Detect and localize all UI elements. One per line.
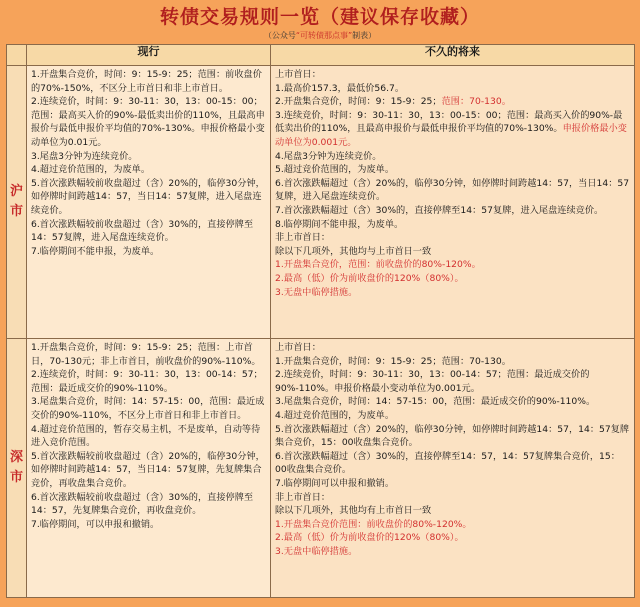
shanghai-future-cell xyxy=(271,66,635,339)
rule-text: 上市首日： xyxy=(275,342,321,353)
rule-text: 非上市首日： xyxy=(275,232,331,244)
rule-text: 7.临停期间可以申报和撤销。 xyxy=(275,477,395,489)
rule-line xyxy=(31,341,266,368)
rule-line xyxy=(275,450,630,477)
rule-line xyxy=(275,245,630,259)
rule-text: 除以下几项外，其他均与上市首日一致 xyxy=(275,245,432,257)
rule-text: 5.首次涨跌幅超过（含）20%的，临停30分钟，如停牌时间跨越14：57，14：57复牌集合竞价，15：00收盘集合竞价。 xyxy=(275,423,630,449)
rule-line xyxy=(275,518,630,532)
rule-line xyxy=(275,545,630,559)
rule-line xyxy=(275,82,630,96)
row-shanghai xyxy=(7,66,635,339)
rule-line xyxy=(275,355,630,369)
rule-line xyxy=(275,272,630,286)
rule-line xyxy=(275,218,630,232)
rule-text: 3.尾盘3分钟为连续竞价。 xyxy=(31,150,138,162)
rule-line xyxy=(31,450,266,491)
rule-line xyxy=(31,218,266,245)
rule-text: 2.连续竞价，时间：9：30-11：30，13：00-14：57；范围：最近成交价的90%-110%。 xyxy=(31,369,263,394)
rule-line xyxy=(275,491,630,505)
rule-line xyxy=(275,68,630,82)
rule-line xyxy=(275,531,630,545)
rule-highlight: 3.无盘中临停措施。 xyxy=(275,545,358,557)
rule-line xyxy=(31,177,266,218)
shanghai-current-cell xyxy=(27,66,271,339)
page-subtitle xyxy=(6,29,634,44)
rule-text: 4.尾盘3分钟为连续竞价。 xyxy=(275,150,382,162)
table-header-row xyxy=(7,45,635,66)
rule-text: 除以下几项外，其他均有上市首日一致 xyxy=(275,505,432,517)
rule-text: 7.首次涨跌幅超过（含）30%的，直接停牌至14：57复牌，进入尾盘连续竞价。 xyxy=(275,204,604,216)
rule-text: 6.首次涨跌幅较前收盘超过（含）30%的，直接停牌至14：57，先复牌集合竞价，再收盘竞价。 xyxy=(31,491,254,517)
header-market-cell xyxy=(7,45,27,66)
rule-text: 4.超过竞价范围的，暂存交易主机，不是废单，自动等待进入竞价范围。 xyxy=(31,423,261,449)
rule-line xyxy=(275,368,630,395)
rule-line xyxy=(275,163,630,177)
rule-text: 上市首日： xyxy=(275,69,321,80)
rule-highlight: 范围：70-130。 xyxy=(441,96,511,108)
rule-text: 2.开盘集合竞价，时间：9：15-9：25； xyxy=(275,96,442,108)
rule-text: 7.临停期间不能申报，为废单。 xyxy=(31,245,160,257)
rule-line xyxy=(275,204,630,218)
rule-text: 7.临停期间，可以申报和撤销。 xyxy=(31,518,160,530)
subtitle-source: “可转债那点事” xyxy=(295,31,353,40)
shenzhen-current-rules xyxy=(27,339,270,531)
rule-text: 3.尾盘集合竞价，时间：14：57-15：00，范围：最近成交价的90%-110%，不区分上市首日和非上市首日。 xyxy=(31,396,265,421)
rule-highlight: 1.开盘集合竞价，范围：前收盘价的80%-120%。 xyxy=(275,259,481,271)
market-label-shanghai xyxy=(7,66,27,339)
rule-line xyxy=(31,368,266,395)
rule-text: 6.首次涨跌幅超过（含）20%的，临停30分钟，如停牌时间跨越14：57，当日14：57复牌，进入尾盘连续竞价。 xyxy=(275,177,630,203)
shanghai-current-rules xyxy=(27,66,270,258)
rule-highlight: 2.最高（低）价为前收盘价的120%（80%）。 xyxy=(275,272,464,284)
rule-text: 3.连续竞价，时间：9：30-11：30，13：00-15：00；范围：最高买入价的90%-最低卖出价的110%，且最高申报价与最低申报价平均值的70%-130%。 xyxy=(275,109,623,135)
page-title: 转债交易规则一览（建议保存收藏） xyxy=(159,6,480,28)
rule-line xyxy=(31,245,266,259)
rule-text: 6.首次涨跌幅超过（含）30%的，直接停牌至14：57，14：57复牌集合竞价，15：00收盘集合竞价。 xyxy=(275,450,620,476)
rule-text: 1.开盘集合竞价，时间：9：15-9：25；范围：前收盘价的70%-150%，不区分上市首日和非上市首日。 xyxy=(31,69,262,94)
subtitle-prefix: （公众号 xyxy=(263,31,296,40)
rule-text: 1.开盘集合竞价，时间：9：15-9：25；范围：70-130。 xyxy=(275,355,511,367)
rule-line xyxy=(31,491,266,518)
rule-highlight: 2.最高（低）价为前收盘价的120%（80%）。 xyxy=(275,532,464,544)
rule-text: 3.尾盘集合竞价，时间：14：57-15：00，范围：最近成交价的90%-110%。 xyxy=(275,396,596,408)
rule-line xyxy=(31,423,266,450)
shanghai-future-rules xyxy=(271,66,634,299)
row-shenzhen xyxy=(7,339,635,598)
rule-text: 8.临停期间不能申报，为废单。 xyxy=(275,218,404,230)
rule-line xyxy=(31,95,266,149)
market-label-text: 深 市 xyxy=(9,450,23,485)
rule-text: 4.超过竞价范围的，为废单。 xyxy=(31,164,151,176)
rule-line xyxy=(275,504,630,518)
rule-text: 1.开盘集合竞价，时间：9：15-9：25；范围：上市首日，70-130元；非上市首日，前收盘价的90%-110%。 xyxy=(31,342,261,367)
rule-line xyxy=(275,95,630,109)
rule-line xyxy=(275,423,630,450)
rule-line xyxy=(275,109,630,150)
shenzhen-future-rules xyxy=(271,339,634,559)
rule-line xyxy=(275,395,630,409)
rule-line xyxy=(275,477,630,491)
rule-line xyxy=(275,177,630,204)
rule-highlight: 1.开盘集合竞价范围：前收盘价的80%-120%。 xyxy=(275,518,472,530)
rule-line xyxy=(275,341,630,355)
rule-text: 5.首次涨跌幅较前收盘超过（含）20%的，临停30分钟，如停牌时间跨越14：57，当日14：57复牌，先复牌集合竞价，再收盘集合竞价。 xyxy=(31,450,265,489)
subtitle-suffix: 制表） xyxy=(352,31,377,40)
rule-line xyxy=(31,518,266,532)
rule-line xyxy=(275,258,630,272)
rules-table xyxy=(6,44,635,598)
rule-line xyxy=(31,395,266,422)
rule-line xyxy=(275,409,630,423)
rule-line xyxy=(31,68,266,95)
rule-text: 4.超过竞价范围的，为废单。 xyxy=(275,409,395,421)
rule-text: 1.最高价157.3，最低价56.7。 xyxy=(275,82,405,94)
rule-line xyxy=(275,231,630,245)
rule-text: 2.连续竞价，时间：9：30-11：30，13：00-15：00；范围：最高买入价的90%-最低卖出价的110%，且最高申报价与最低申报价平均值的70%-130%。申报价格最小变动单位为0.01元。 xyxy=(31,96,265,148)
rule-text: 5.超过竞价范围的，为废单。 xyxy=(275,164,395,176)
rule-highlight: 申报价格最小变动单位为0.001元。 xyxy=(275,123,627,148)
rule-line xyxy=(31,163,266,177)
market-label-text: 沪 市 xyxy=(9,184,23,219)
rule-text: 6.首次涨跌幅较前收盘超过（含）30%的，直接停牌至14：57复牌，进入尾盘连续竞价。 xyxy=(31,218,254,244)
rule-line xyxy=(31,150,266,164)
header-future: 不久的将来 xyxy=(271,45,635,66)
rule-highlight: 3.无盘中临停措施。 xyxy=(275,286,358,298)
header-current: 现行 xyxy=(27,45,271,66)
shenzhen-current-cell xyxy=(27,339,271,598)
rule-line xyxy=(275,286,630,300)
market-label-shenzhen xyxy=(7,339,27,598)
rule-text: 2.连续竞价，时间：9：30-11：30，13：00-14：57；范围：最近成交价的90%-110%。申报价格最小变动单位为0.001元。 xyxy=(275,369,590,394)
rule-text: 非上市首日： xyxy=(275,491,331,503)
rule-line xyxy=(275,150,630,164)
shenzhen-future-cell xyxy=(271,339,635,598)
rule-text: 5.首次涨跌幅较前收盘超过（含）20%的，临停30分钟，如停牌时间跨越14：57，当日14：57复牌，进入尾盘连续竞价。 xyxy=(31,177,265,216)
